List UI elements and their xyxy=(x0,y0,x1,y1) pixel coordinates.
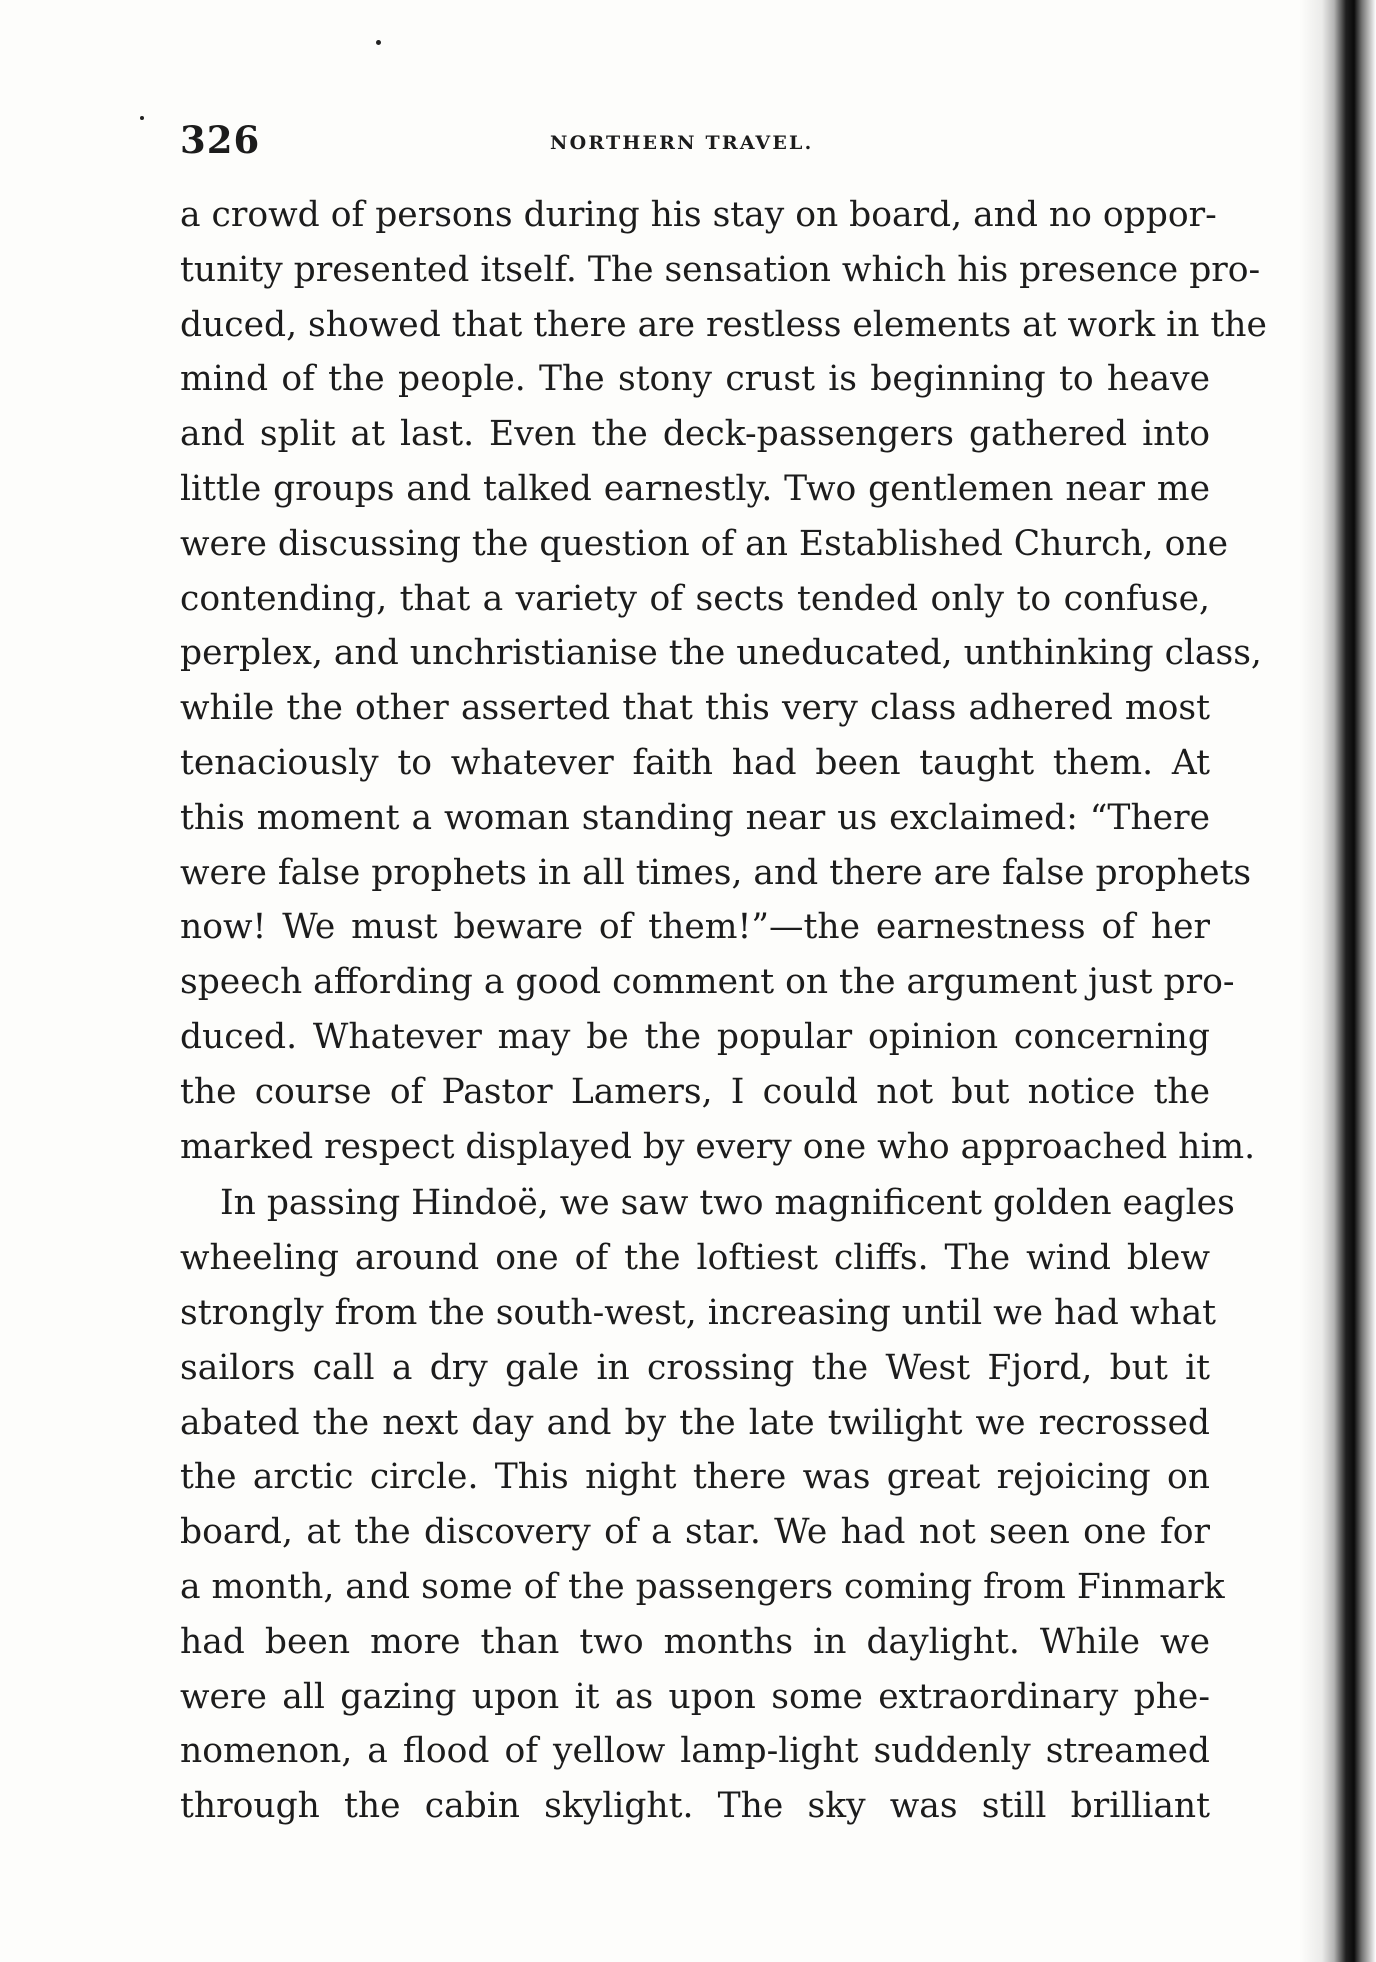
text-line: the arctic circle. This night there was great rejoicing on xyxy=(180,1457,1210,1498)
body-text xyxy=(180,188,1267,1834)
page-number: 326 xyxy=(180,118,261,162)
text-line: contending, that a variety of sects tended only to confuse, xyxy=(180,578,1210,619)
text-line: the course of Pastor Lamers, I could not but notice the xyxy=(180,1071,1210,1112)
text-line: through the cabin skylight. The sky was still brilliant xyxy=(180,1786,1210,1827)
text-line: were false prophets in all times, and there are false prophets xyxy=(180,852,1252,893)
paragraph-1 xyxy=(180,188,1267,1174)
text-line: In passing Hindoë, we saw two magnificent golden eagles xyxy=(220,1183,1235,1224)
text-line: were discussing the question of an Established Church, one xyxy=(180,523,1228,564)
text-line: perplex, and unchristianise the uneducated, unthinking class, xyxy=(180,633,1262,674)
page-header xyxy=(180,118,1210,168)
text-line: strongly from the south-west, increasing until we had what xyxy=(180,1292,1217,1333)
text-line: while the other asserted that this very class adhered most xyxy=(180,688,1210,729)
text-line: sailors call a dry gale in crossing the West Fjord, but it xyxy=(180,1347,1210,1388)
text-line: nomenon, a flood of yellow lamp-light suddenly streamed xyxy=(180,1731,1210,1772)
ink-speck xyxy=(376,40,381,45)
text-line: speech affording a good comment on the argument just pro- xyxy=(180,962,1235,1003)
text-line: marked respect displayed by every one who approached him. xyxy=(180,1126,1256,1167)
text-line: a crowd of persons during his stay on board, and no oppor- xyxy=(180,195,1217,235)
text-line: tenaciously to whatever faith had been taught them. At xyxy=(180,742,1210,783)
ink-speck xyxy=(140,116,144,120)
text-line: this moment a woman standing near us exclaimed: “There xyxy=(180,797,1210,838)
text-line: wheeling around one of the loftiest cliffs. The wind blew xyxy=(180,1238,1210,1279)
text-line: now! We must beware of them!”—the earnestness of her xyxy=(180,907,1210,948)
running-head: NORTHERN TRAVEL. xyxy=(550,132,814,154)
text-line: duced. Whatever may be the popular opinion concerning xyxy=(180,1016,1210,1057)
text-line: abated the next day and by the late twilight we recrossed xyxy=(180,1402,1210,1443)
text-line: duced, showed that there are restless elements at work in the xyxy=(180,304,1267,345)
text-line: mind of the people. The stony crust is beginning to heave xyxy=(180,359,1210,400)
text-line: board, at the discovery of a star. We had not seen one for xyxy=(180,1512,1210,1553)
binding-shadow xyxy=(1300,0,1376,1962)
text-line: tunity presented itself. The sensation which his presence pro- xyxy=(180,249,1261,290)
text-line: had been more than two months in daylight. While we xyxy=(180,1621,1210,1662)
text-line: a month, and some of the passengers coming from Finmark xyxy=(180,1566,1225,1607)
text-line: little groups and talked earnestly. Two gentlemen near me xyxy=(180,468,1210,509)
paragraph-2 xyxy=(180,1176,1235,1834)
text-line: and split at last. Even the deck-passengers gathered into xyxy=(180,414,1210,455)
text-line: were all gazing upon it as upon some extraordinary phe- xyxy=(180,1676,1210,1717)
